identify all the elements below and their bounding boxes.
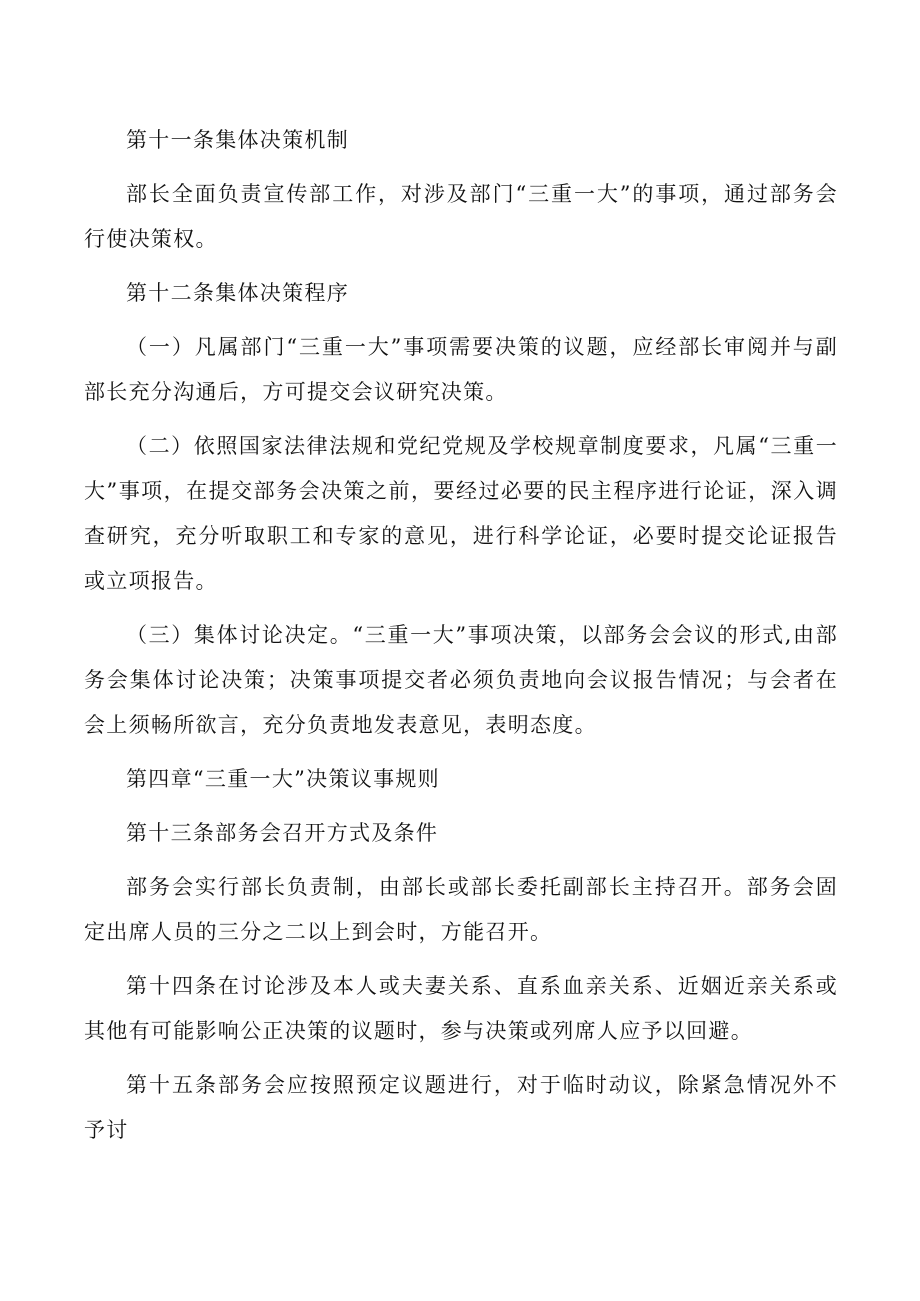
chapter-4-heading: 第四章“三重一大”决策议事规则 bbox=[126, 767, 440, 791]
article-12-item-2: （二）依照国家法律法规和党纪党规及学校规章制度要求，凡属“三重一大”事项，在提交部务会决策之前，要经过必要的民主程序进行论证，深入调查研究，充分听取职工和专家的意见，进行科学论证，必要时提交论证报告或立项报告。 bbox=[84, 434, 838, 593]
article-12-heading: 第十二条集体决策程序 bbox=[126, 281, 349, 305]
article-15-body: 第十五条部务会应按照预定议题进行，对于临时动议，除紧急情况外不予讨 bbox=[84, 1073, 838, 1142]
article-11-body: 部长全面负责宣传部工作，对涉及部门“三重一大”的事项，通过部务会行使决策权。 bbox=[84, 182, 838, 251]
document-page bbox=[84, 118, 838, 1162]
article-13-heading: 第十三条部务会召开方式及条件 bbox=[126, 821, 439, 845]
article-12-item-1: （一）凡属部门“三重一大”事项需要决策的议题，应经部长审阅并与副部长充分沟通后，方可提交会议研究决策。 bbox=[84, 335, 838, 404]
article-12-item-3: （三）集体讨论决定。“三重一大”事项决策，以部务会会议的形式,由部务会集体讨论决策；决策事项提交者必须负责地向会议报告情况；与会者在会上须畅所欲言，充分负责地发表意见，表明态度。 bbox=[84, 623, 838, 737]
article-13-body: 部务会实行部长负责制，由部长或部长委托副部长主持召开。部务会固定出席人员的三分之二以上到会时，方能召开。 bbox=[84, 875, 838, 944]
article-11-heading: 第十一条集体决策机制 bbox=[126, 128, 349, 152]
article-14-body: 第十四条在讨论涉及本人或夫妻关系、直系血亲关系、近姻近亲关系或其他有可能影响公正决策的议题时，参与决策或列席人应予以回避。 bbox=[84, 974, 838, 1043]
